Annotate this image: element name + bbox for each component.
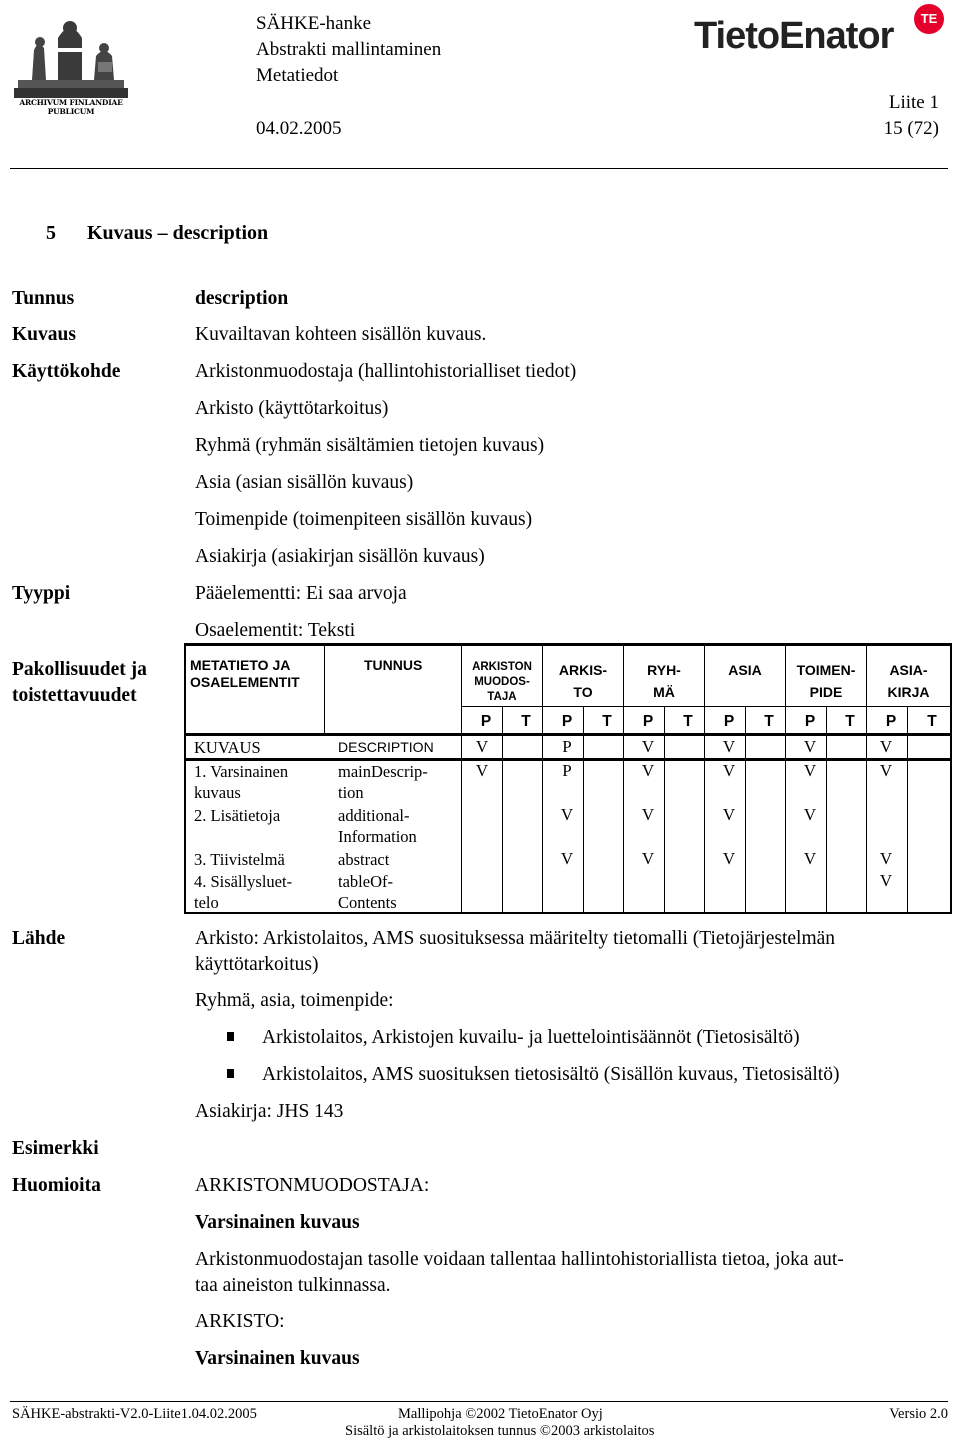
- row-kuvaus-mark: V: [803, 737, 817, 756]
- label-tyyppi: Tyyppi: [12, 583, 71, 604]
- label-esimerkki: Esimerkki: [12, 1138, 99, 1159]
- section-title: Kuvaus – description: [87, 222, 269, 244]
- value-kuvaus: Kuvailtavan kohteen sisällön kuvaus.: [195, 324, 487, 345]
- pt-label: P: [723, 713, 735, 730]
- row-3-mark: V: [722, 849, 736, 868]
- group-header-arkistonmuodostaja-l3: TAJA: [487, 691, 517, 703]
- row-kuvaus-mark: V: [641, 737, 655, 756]
- table-border-left: [184, 643, 186, 914]
- bullet-square-icon: [227, 1032, 234, 1041]
- label-tunnus: Tunnus: [12, 288, 75, 309]
- row-2-mark: V: [803, 805, 817, 824]
- table-vline-a: [324, 643, 325, 733]
- group-header-arkistonmuodostaja-l1: ARKISTON: [472, 661, 532, 673]
- label-pakollisuudet-2: toistettavuudet: [12, 685, 137, 706]
- row-4-name-l1: 4. Sisällysluet-: [194, 872, 293, 891]
- pt-label: P: [561, 713, 573, 730]
- value-tyyppi-2: Osaelementit: Teksti: [195, 620, 356, 641]
- value-kayttokohde-2: Arkisto (käyttötarkoitus): [195, 398, 389, 419]
- source-line-2: käyttötarkoitus): [195, 954, 319, 975]
- pt-label: P: [480, 713, 492, 730]
- pt-label: T: [602, 713, 612, 730]
- label-kuvaus: Kuvaus: [12, 324, 76, 345]
- row-1-tunnus-l1: mainDescrip-: [338, 762, 428, 781]
- row-4-tunnus-l2: Contents: [338, 893, 397, 912]
- row-1-mark: V: [803, 761, 817, 780]
- table-vline-e: [704, 643, 705, 914]
- table-border-bottom: [184, 912, 952, 914]
- footer-template-copyright: Mallipohja ©2002 TietoEnator Oyj: [398, 1406, 603, 1422]
- row-kuvaus-name: KUVAUS: [194, 738, 261, 757]
- header-topic: Metatiedot: [256, 65, 339, 86]
- pt-label: P: [642, 713, 654, 730]
- row-1-mark: V: [475, 761, 489, 780]
- row-2-tunnus-l1: additional-: [338, 806, 410, 825]
- row-1-mark: V: [879, 761, 893, 780]
- row-2-mark: V: [641, 805, 655, 824]
- row-1-tunnus: [338, 761, 428, 803]
- row-1-tunnus-l2: tion: [338, 783, 364, 802]
- source-bullet-2: Arkistolaitos, AMS suosituksen tietosisältö (Sisällön kuvaus, Tietosisältö): [262, 1064, 840, 1085]
- table-border-top: [184, 643, 952, 646]
- pt-label: T: [683, 713, 693, 730]
- notes-heading-2: ARKISTO:: [195, 1311, 285, 1332]
- table-pt-div-5: [826, 707, 827, 914]
- row-3-mark: V: [641, 849, 655, 868]
- notes-subheading-1: Varsinainen kuvaus: [195, 1212, 360, 1233]
- label-huomioita: Huomioita: [12, 1175, 101, 1196]
- group-header-toimenpide-l2: PIDE: [809, 684, 843, 700]
- row-3-mark: V: [879, 849, 893, 868]
- notes-heading-1: ARKISTONMUODOSTAJA:: [195, 1175, 430, 1196]
- row-kuvaus-tunnus: DESCRIPTION: [338, 739, 434, 755]
- footer-version: Versio 2.0: [889, 1406, 948, 1422]
- group-header-arkisto-l1: ARKIS-: [558, 662, 608, 678]
- row-4-name: [194, 871, 292, 913]
- notes-para-1-line-2: taa aineiston tulkinnassa.: [195, 1275, 391, 1296]
- row-3-name: 3. Tiivistelmä: [194, 850, 285, 869]
- pt-label: T: [927, 713, 937, 730]
- table-pt-div-2: [583, 707, 584, 914]
- value-kayttokohde-3: Ryhmä (ryhmän sisältämien tietojen kuvaus): [195, 435, 545, 456]
- notes-para-1-line-1: Arkistonmuodostajan tasolle voidaan tallentaa hallintohistoriallista tietoa, joka aut-: [195, 1249, 844, 1270]
- table-pt-div-1: [502, 707, 503, 914]
- row-2-tunnus-l2: Information: [338, 827, 417, 846]
- pt-label: T: [764, 713, 774, 730]
- row-1-mark: V: [722, 761, 736, 780]
- value-kayttokohde-1: Arkistonmuodostaja (hallintohistorialliset tiedot): [195, 361, 577, 382]
- group-header-ryhma: [624, 659, 704, 703]
- label-lahde: Lähde: [12, 928, 66, 949]
- tietoenator-logo: [694, 4, 948, 60]
- value-kayttokohde-6: Asiakirja (asiakirjan sisällön kuvaus): [195, 546, 485, 567]
- row-1-name-l1: 1. Varsinainen: [194, 762, 289, 781]
- header-appendix: Liite 1: [888, 92, 939, 113]
- value-kayttokohde-5: Toimenpide (toimenpiteen sisällön kuvaus): [195, 509, 533, 530]
- requirements-table: [184, 643, 952, 914]
- label-kayttokohde: Käyttökohde: [12, 361, 121, 382]
- footer-content-copyright: Sisältö ja arkistolaitoksen tunnus ©2003 arkistolaitos: [345, 1423, 655, 1439]
- col-header-metatieto-line1: METATIETO JA: [190, 657, 291, 673]
- col-header-tunnus: TUNNUS: [364, 657, 423, 673]
- row-3-mark: V: [803, 849, 817, 868]
- pt-label: T: [521, 713, 531, 730]
- row-4-tunnus-l1: tableOf-: [338, 872, 393, 891]
- header-divider: [10, 168, 948, 169]
- group-header-asia-l1: ASIA: [728, 662, 762, 678]
- group-header-arkisto-l2: TO: [573, 684, 593, 700]
- row-1-name-l2: kuvaus: [194, 783, 241, 802]
- col-header-metatieto-line2: OSAELEMENTIT: [190, 674, 300, 690]
- row-1-mark: P: [562, 761, 572, 780]
- row-2-mark: V: [722, 805, 736, 824]
- logo-wordmark: TietoEnator: [694, 15, 894, 57]
- archive-caption: ARCHIVUM FINLANDIAE PUBLICUM: [19, 98, 123, 116]
- group-header-ryhma-l1: RYH-: [647, 662, 681, 678]
- source-line-4: Asiakirja: JHS 143: [195, 1101, 344, 1122]
- footer-document-id: SÄHKE-abstrakti-V2.0-Liite1.04.02.2005: [12, 1406, 257, 1422]
- table-kuvaus-top: [184, 733, 952, 736]
- table-pt-div-3: [664, 707, 665, 914]
- header-date: 04.02.2005: [256, 118, 342, 139]
- group-header-asiakirja: [867, 659, 950, 703]
- header-subtitle: Abstrakti mallintaminen: [256, 39, 442, 60]
- row-3-mark: V: [560, 849, 574, 868]
- header-page: 15 (72): [883, 118, 939, 139]
- archive-logo: [12, 10, 130, 115]
- row-1-mark: V: [641, 761, 655, 780]
- group-header-ryhma-l2: MÄ: [653, 684, 675, 700]
- group-header-arkistonmuodostaja-l2: MUODOS-: [474, 676, 530, 688]
- pt-label: P: [804, 713, 816, 730]
- table-header-pt-line: [461, 706, 950, 707]
- section-number: 5: [46, 222, 56, 244]
- value-tunnus: description: [195, 288, 289, 309]
- value-kayttokohde-4: Asia (asian sisällön kuvaus): [195, 472, 414, 493]
- source-bullet-1: Arkistolaitos, Arkistojen kuvailu- ja luettelointisäännöt (Tietosisältö): [262, 1027, 800, 1048]
- label-pakollisuudet-1: Pakollisuudet ja: [12, 659, 147, 680]
- row-3-tunnus: abstract: [338, 850, 390, 869]
- group-header-toimenpide-l1: TOIMEN-: [796, 662, 856, 678]
- footer-divider: [10, 1401, 948, 1402]
- group-header-asia: [705, 659, 785, 681]
- group-header-arkistonmuodostaja: [462, 660, 542, 705]
- table-pt-div-6: [907, 707, 908, 914]
- row-4-tunnus: [338, 871, 397, 913]
- col-header-metatieto: [190, 657, 300, 691]
- notes-subheading-2: Varsinainen kuvaus: [195, 1348, 360, 1369]
- group-header-arkisto: [543, 659, 623, 703]
- row-kuvaus-mark: V: [879, 737, 893, 756]
- group-header-asiakirja-l1: ASIA-: [889, 662, 928, 678]
- row-4-name-l2: telo: [194, 893, 219, 912]
- bullet-square-icon: [227, 1069, 234, 1078]
- row-2-mark: V: [560, 805, 574, 824]
- row-kuvaus-mark: V: [722, 737, 736, 756]
- source-line-3: Ryhmä, asia, toimenpide:: [195, 990, 394, 1011]
- group-header-toimenpide: [786, 659, 866, 703]
- pt-label: P: [885, 713, 897, 730]
- row-2-name: 2. Lisätietoja: [194, 806, 281, 825]
- pt-label: T: [845, 713, 855, 730]
- header-project: SÄHKE-hanke: [256, 13, 372, 34]
- group-header-asiakirja-l2: KIRJA: [887, 684, 930, 700]
- table-border-right: [950, 643, 952, 914]
- table-pt-div-4: [745, 707, 746, 914]
- row-1-name: [194, 761, 288, 803]
- row-4-mark: V: [879, 871, 893, 890]
- source-line-1: Arkisto: Arkistolaitos, AMS suosituksessa määritelty tietomalli (Tietojärjestelmän: [195, 928, 836, 949]
- row-2-tunnus: [338, 805, 417, 847]
- logo-badge-icon: TE: [914, 4, 944, 34]
- value-tyyppi-1: Pääelementti: Ei saa arvoja: [195, 583, 407, 604]
- row-kuvaus-mark: P: [562, 737, 572, 756]
- row-kuvaus-mark: V: [475, 737, 489, 756]
